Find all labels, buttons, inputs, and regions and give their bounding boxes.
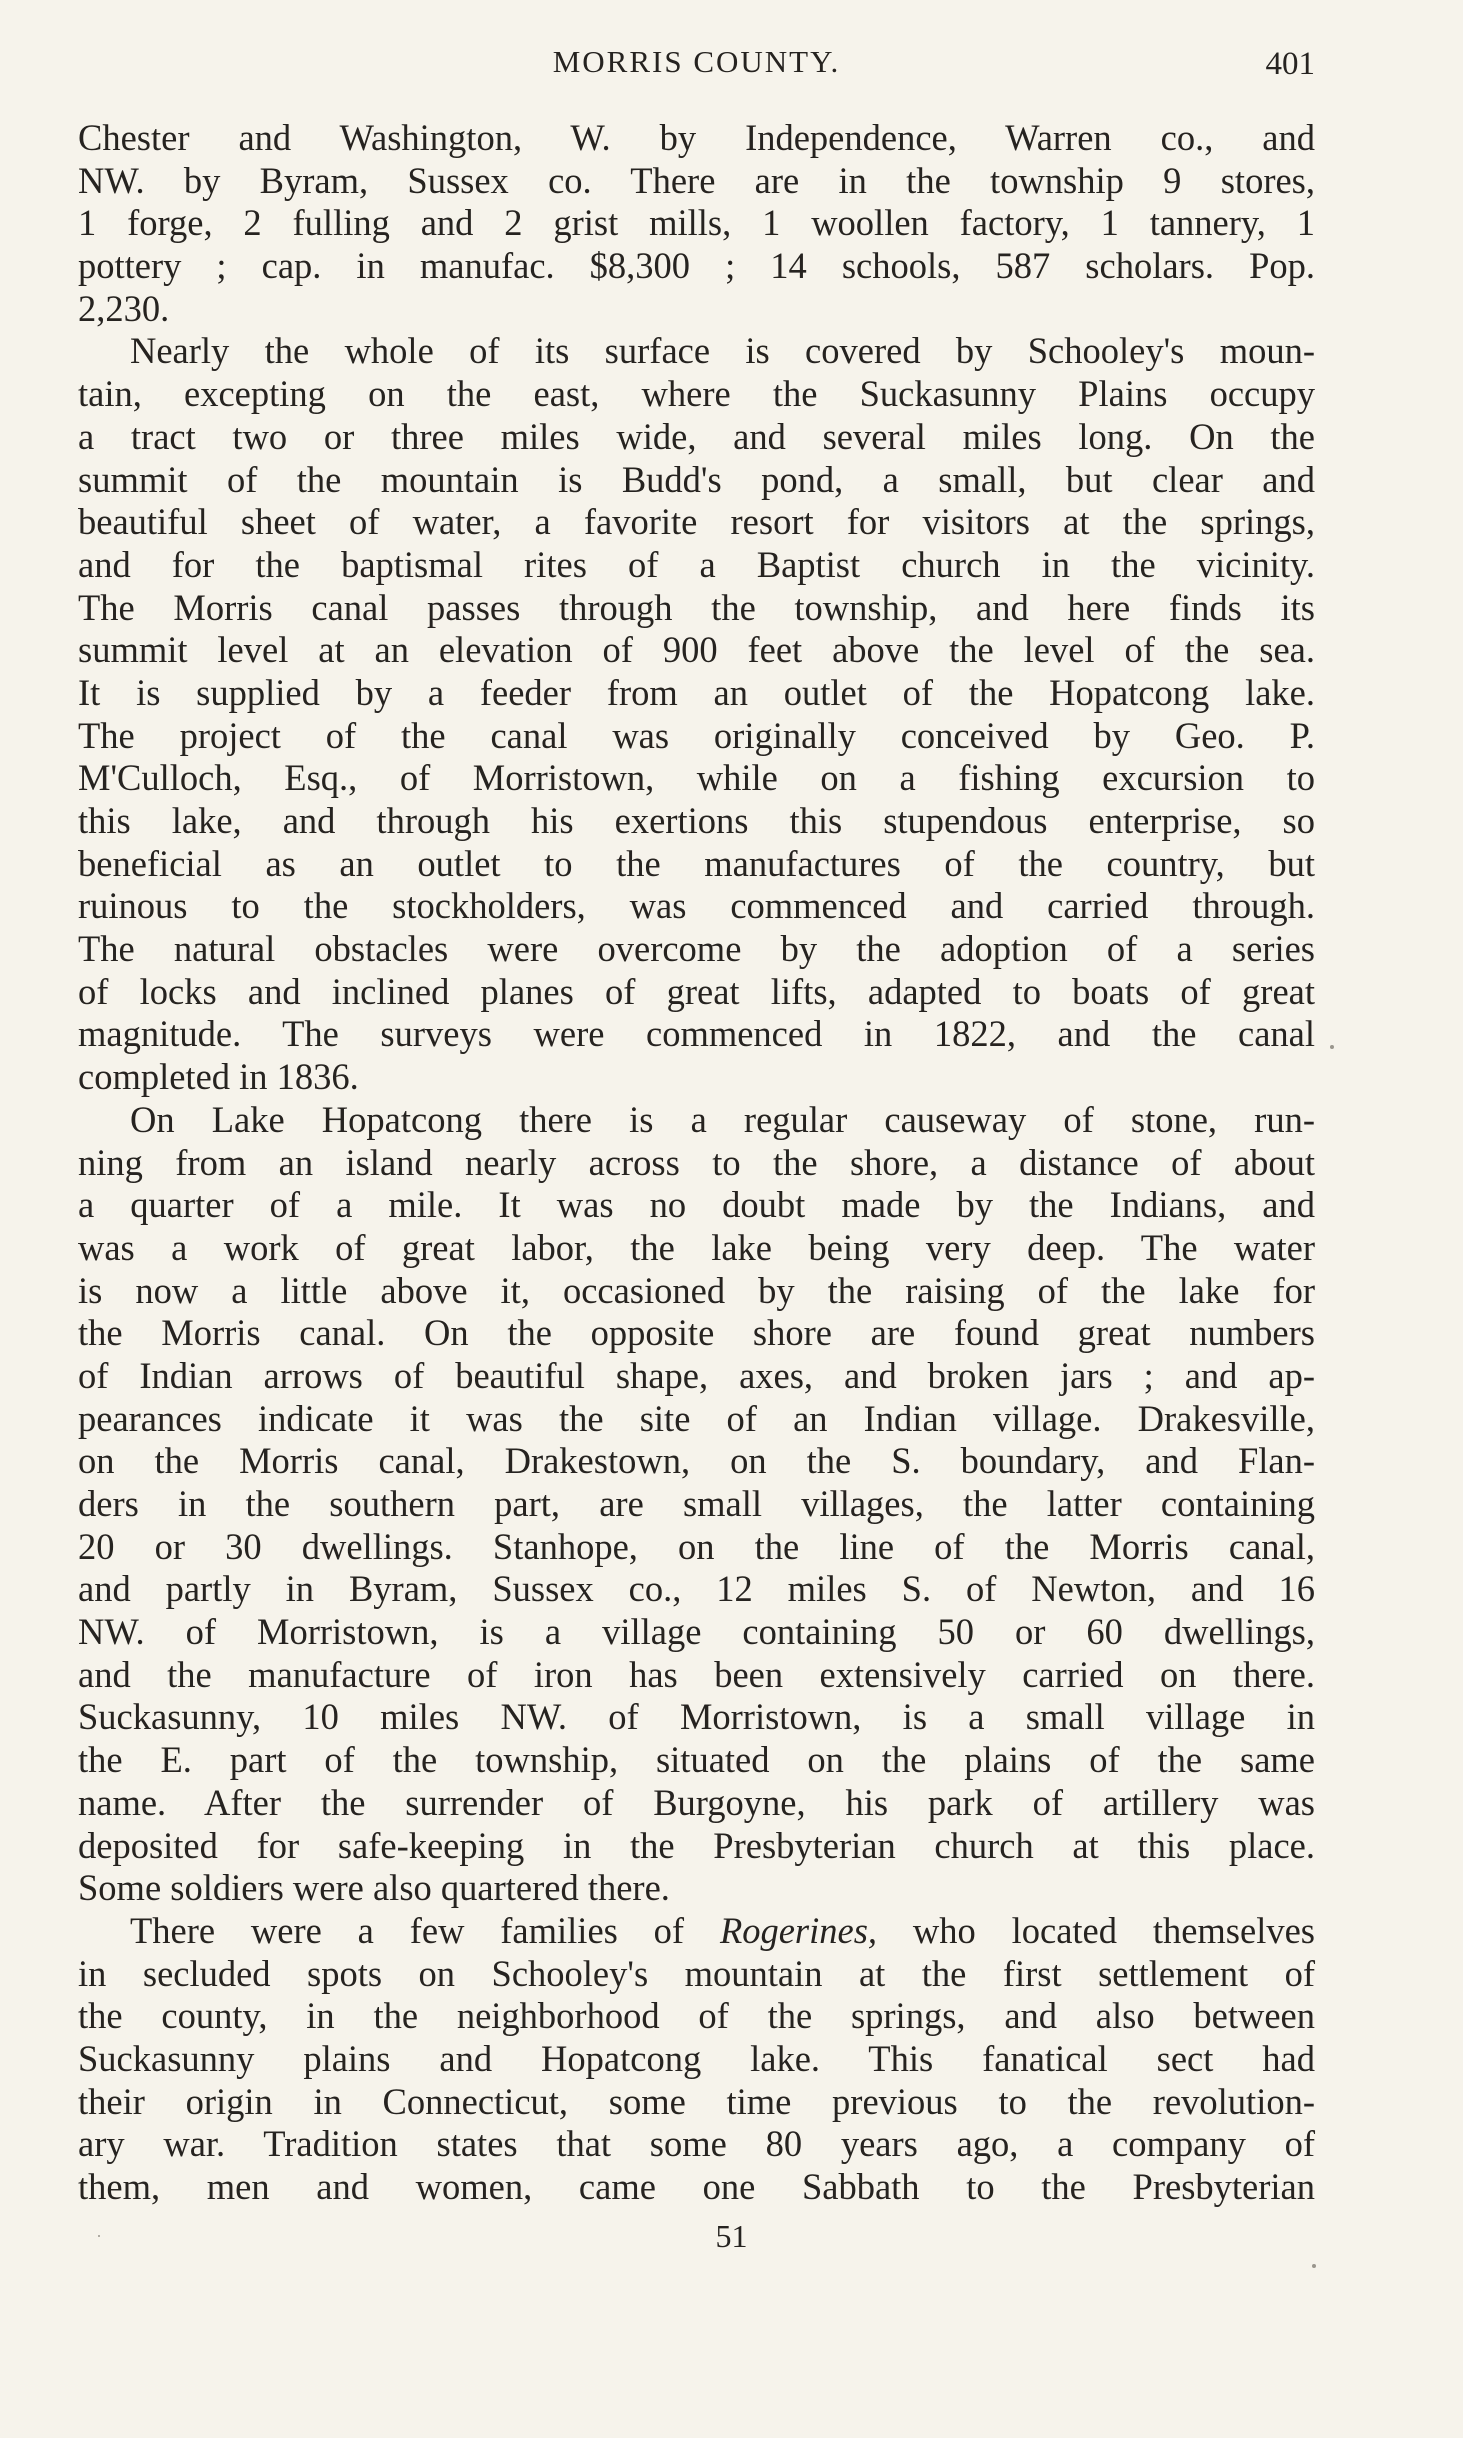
signature-mark: 51 [715, 2218, 748, 2254]
text-segment: who located themselves [912, 1909, 1316, 1951]
text-line: 2,230. [78, 287, 170, 329]
text-line: It is supplied by a feeder from an outlet of the Hopatcong lake. [78, 671, 1315, 713]
text-line: is now a little above it, occasioned by the raising of the lake for [78, 1269, 1315, 1311]
text-line: ary war. Tradition states that some 80 years ago, a company of [78, 2123, 1315, 2165]
text-line: 20 or 30 dwellings. Stanhope, on the line of the Morris canal, [78, 1525, 1315, 1567]
page-number: 401 [1265, 46, 1315, 82]
running-head [78, 44, 1315, 86]
text-line: The natural obstacles were overcome by the adoption of a series [78, 928, 1315, 970]
text-line: completed in 1836. [78, 1056, 359, 1098]
text-line: The project of the canal was originally conceived by Geo. P. [78, 714, 1315, 756]
text-line: Some soldiers were also quartered there. [78, 1867, 670, 1909]
text-line: name. After the surrender of Burgoyne, his park of artillery was [78, 1781, 1315, 1823]
paper-speck [98, 2235, 100, 2237]
text-line: summit level at an elevation of 900 feet above the level of the sea. [78, 629, 1315, 671]
italic-term-rogerines: Rogerines, [719, 1909, 878, 1951]
text-line: of Indian arrows of beautiful shape, axes, and broken jars ; and ap- [78, 1354, 1315, 1396]
text-line: and partly in Byram, Sussex co., 12 miles S. of Newton, and 16 [78, 1568, 1315, 1610]
text-line: Chester and Washington, W. by Independence, Warren co., and [78, 117, 1315, 158]
text-line: and the manufacture of iron has been extensively carried on there. [78, 1653, 1315, 1695]
text-line: was a work of great labor, the lake being very deep. The water [78, 1226, 1315, 1268]
text-line: The Morris canal passes through the township, and here finds its [78, 586, 1315, 628]
text-line: ders in the southern part, are small villages, the latter containing [78, 1483, 1315, 1524]
text-line: deposited for safe-keeping in the Presbyterian church at this place. [78, 1824, 1315, 1866]
text-line: NW. by Byram, Sussex co. There are in the township 9 stores, [78, 159, 1315, 201]
text-line: them, men and women, came one Sabbath to the Presbyterian [78, 2166, 1315, 2207]
text-line: this lake, and through his exertions this stupendous enterprise, so [78, 800, 1315, 841]
text-line: summit of the mountain is Budd's pond, a small, but clear and [78, 458, 1315, 500]
paragraph-start-line [78, 1910, 1315, 1953]
body-text [78, 117, 1315, 2209]
text-line: and for the baptismal rites of a Baptist church in the vicinity. [78, 543, 1315, 585]
text-line: their origin in Connecticut, some time previous to the revolution- [78, 2080, 1315, 2122]
text-line: Suckasunny, 10 miles NW. of Morristown, is a small village in [78, 1696, 1315, 1738]
text-line: ning from an island nearly across to the shore, a distance of about [78, 1141, 1315, 1183]
text-line: Suckasunny plains and Hopatcong lake. This fanatical sect had [78, 2037, 1315, 2079]
running-title: MORRIS COUNTY. [552, 44, 841, 79]
text-segment: There were a few families of [130, 1909, 685, 1951]
paragraph-start-line: On Lake Hopatcong there is a regular causeway of stone, run- [130, 1098, 1315, 1140]
text-line: magnitude. The surveys were commenced in 1822, and the canal [78, 1013, 1315, 1055]
text-line: 1 forge, 2 fulling and 2 grist mills, 1 woollen factory, 1 tannery, 1 [78, 202, 1315, 244]
text-line: tain, excepting on the east, where the Suckasunny Plains occupy [78, 373, 1315, 415]
text-line: of locks and inclined planes of great lifts, adapted to boats of great [78, 970, 1315, 1012]
text-line: beneficial as an outlet to the manufactures of the country, but [78, 842, 1315, 884]
text-line: pottery ; cap. in manufac. $8,300 ; 14 schools, 587 scholars. Pop. [78, 245, 1315, 287]
text-line: pearances indicate it was the site of an Indian village. Drakesville, [78, 1397, 1315, 1439]
text-line: a tract two or three miles wide, and several miles long. On the [78, 415, 1315, 457]
text-line: the county, in the neighborhood of the springs, and also between [78, 1995, 1315, 2037]
text-line: NW. of Morristown, is a village containing 50 or 60 dwellings, [78, 1611, 1315, 1653]
text-line: ruinous to the stockholders, was commenced and carried through. [78, 885, 1315, 927]
text-line: a quarter of a mile. It was no doubt made by the Indians, and [78, 1184, 1315, 1226]
text-line: in secluded spots on Schooley's mountain at the first settlement of [78, 1952, 1315, 1994]
text-line: beautiful sheet of water, a favorite resort for visitors at the springs, [78, 501, 1315, 543]
text-line: the Morris canal. On the opposite shore are found great numbers [78, 1312, 1315, 1354]
paper-speck [1312, 2264, 1316, 2268]
text-line: the E. part of the township, situated on the plains of the same [78, 1739, 1315, 1781]
text-line: on the Morris canal, Drakestown, on the S. boundary, and Flan- [78, 1440, 1315, 1482]
paper-speck [1330, 1045, 1334, 1049]
paragraph-start-line: Nearly the whole of its surface is covered by Schooley's moun- [130, 330, 1315, 372]
text-line: M'Culloch, Esq., of Morristown, while on a fishing excursion to [78, 757, 1315, 799]
